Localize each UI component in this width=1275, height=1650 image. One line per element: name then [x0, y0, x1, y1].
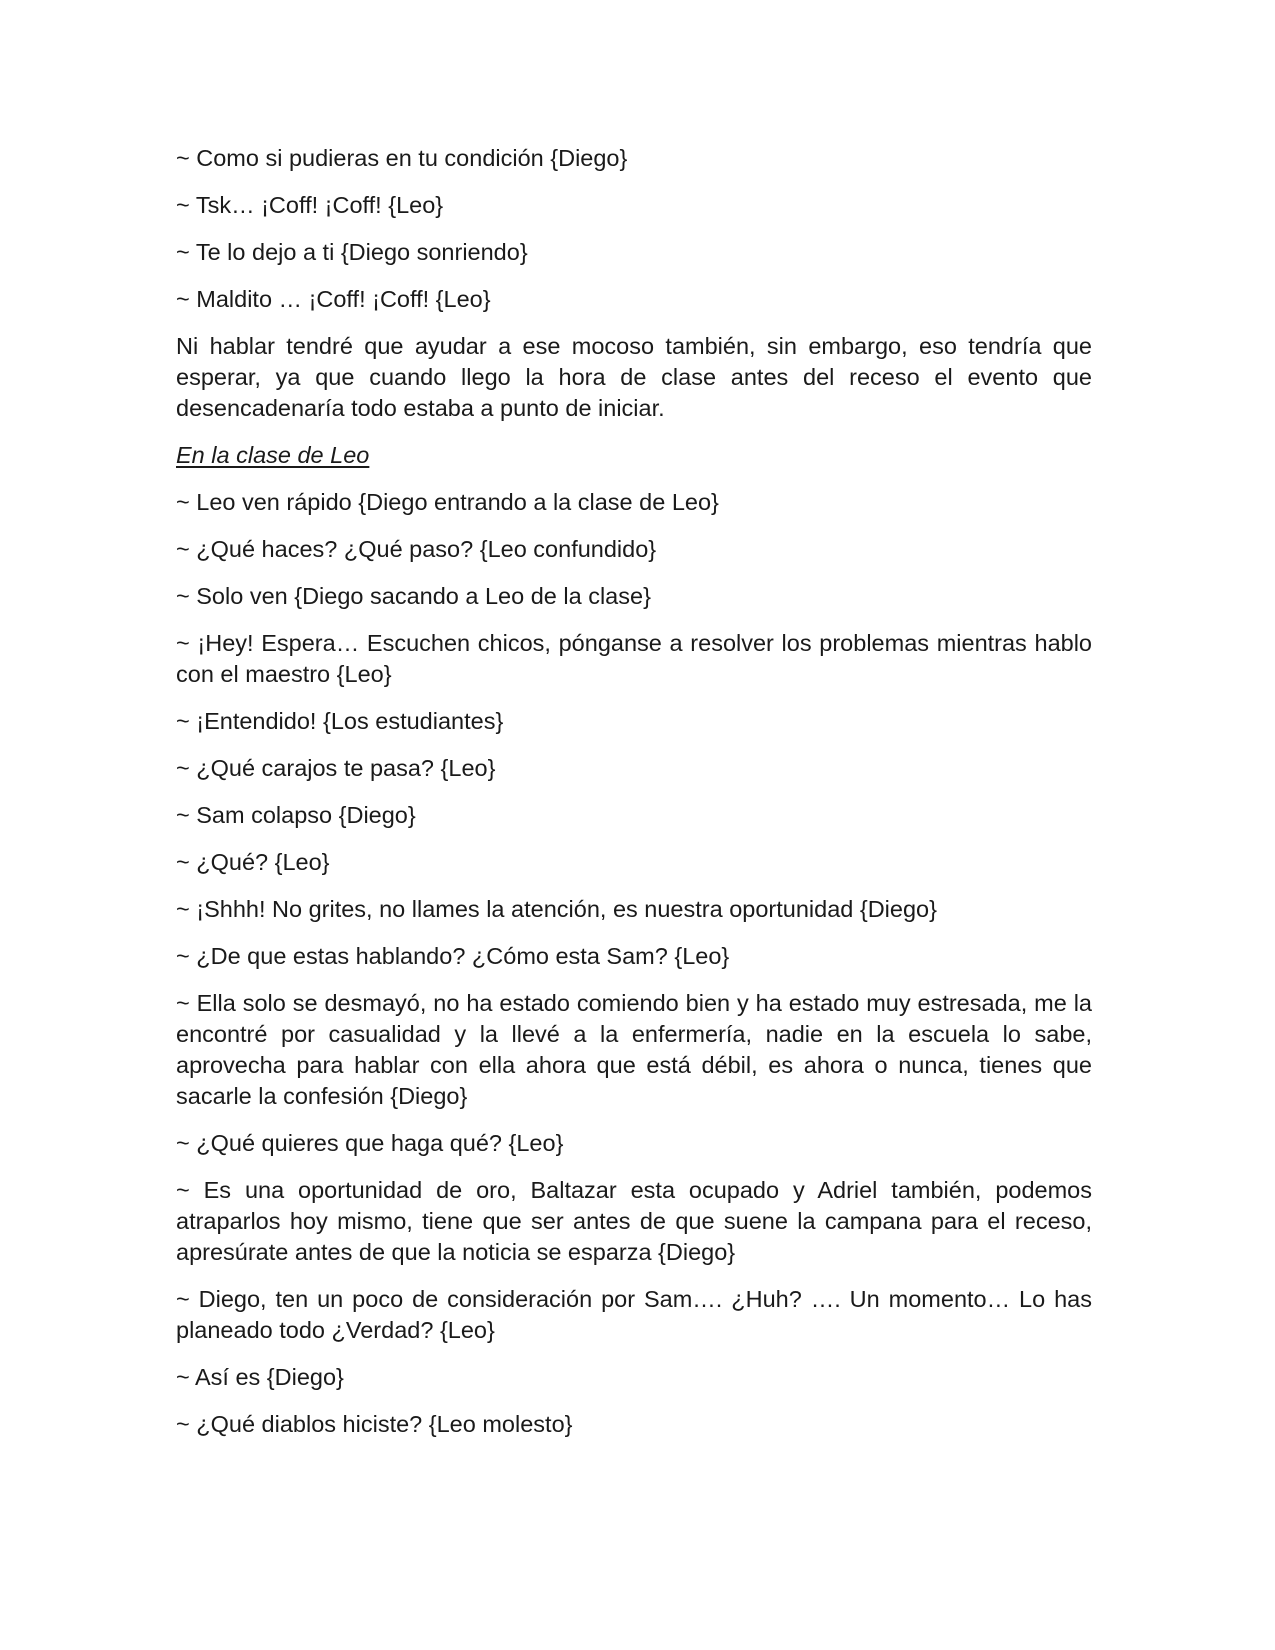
dialogue-line: ~ ¿Qué haces? ¿Qué paso? {Leo confundido}	[176, 536, 657, 562]
dialogue-line: ~ ¡Shhh! No grites, no llames la atención, es nuestra oportunidad {Diego}	[176, 896, 937, 922]
dialogue-line: ~ Tsk… ¡Coff! ¡Coff! {Leo}	[176, 192, 444, 218]
dialogue-line: ~ Diego, ten un poco de consideración por Sam…. ¿Huh? …. Un momento… Lo has planeado todo ¿Verdad? {Leo}	[176, 1286, 1092, 1343]
dialogue-line: ~ ¿Qué? {Leo}	[176, 849, 330, 875]
dialogue-line: ~ Te lo dejo a ti {Diego sonriendo}	[176, 239, 528, 265]
dialogue-line: ~ ¡Hey! Espera… Escuchen chicos, pónganse a resolver los problemas mientras hablo con el maestro {Leo}	[176, 630, 1092, 687]
dialogue-line: ~ Leo ven rápido {Diego entrando a la clase de Leo}	[176, 489, 719, 515]
dialogue-line: ~ Sam colapso {Diego}	[176, 802, 416, 828]
dialogue-line: ~ Así es {Diego}	[176, 1364, 344, 1390]
dialogue-line: ~ ¿Qué diablos hiciste? {Leo molesto}	[176, 1411, 573, 1437]
dialogue-line: ~ ¿Qué carajos te pasa? {Leo}	[176, 755, 496, 781]
scene-heading: En la clase de Leo	[176, 442, 370, 468]
dialogue-line: ~ Como si pudieras en tu condición {Diego}	[176, 145, 628, 171]
dialogue-line: ~ Maldito … ¡Coff! ¡Coff! {Leo}	[176, 286, 491, 312]
narration-paragraph: Ni hablar tendré que ayudar a ese mocoso también, sin embargo, eso tendría que esperar, ya que cuando llego la hora de clase antes del receso el evento que desencadenaría todo estaba a punto de iniciar.	[176, 333, 1092, 421]
dialogue-line: ~ ¡Entendido! {Los estudiantes}	[176, 708, 504, 734]
dialogue-line: ~ Ella solo se desmayó, no ha estado comiendo bien y ha estado muy estresada, me la encontré por casualidad y la llevé a la enfermería, nadie en la escuela lo sabe, aprovecha para hablar con ella ahora que está débil, es ahora o nunca, tienes que sacarle la confesión {Diego}	[176, 990, 1092, 1109]
dialogue-line: ~ Es una oportunidad de oro, Baltazar esta ocupado y Adriel también, podemos atraparlos hoy mismo, tiene que ser antes de que suene la campana para el receso, apresúrate antes de que la noticia se esparza {Diego}	[176, 1177, 1092, 1265]
dialogue-line: ~ ¿Qué quieres que haga qué? {Leo}	[176, 1130, 564, 1156]
document-body	[176, 143, 1092, 1456]
dialogue-line: ~ Solo ven {Diego sacando a Leo de la clase}	[176, 583, 651, 609]
dialogue-line: ~ ¿De que estas hablando? ¿Cómo esta Sam? {Leo}	[176, 943, 730, 969]
